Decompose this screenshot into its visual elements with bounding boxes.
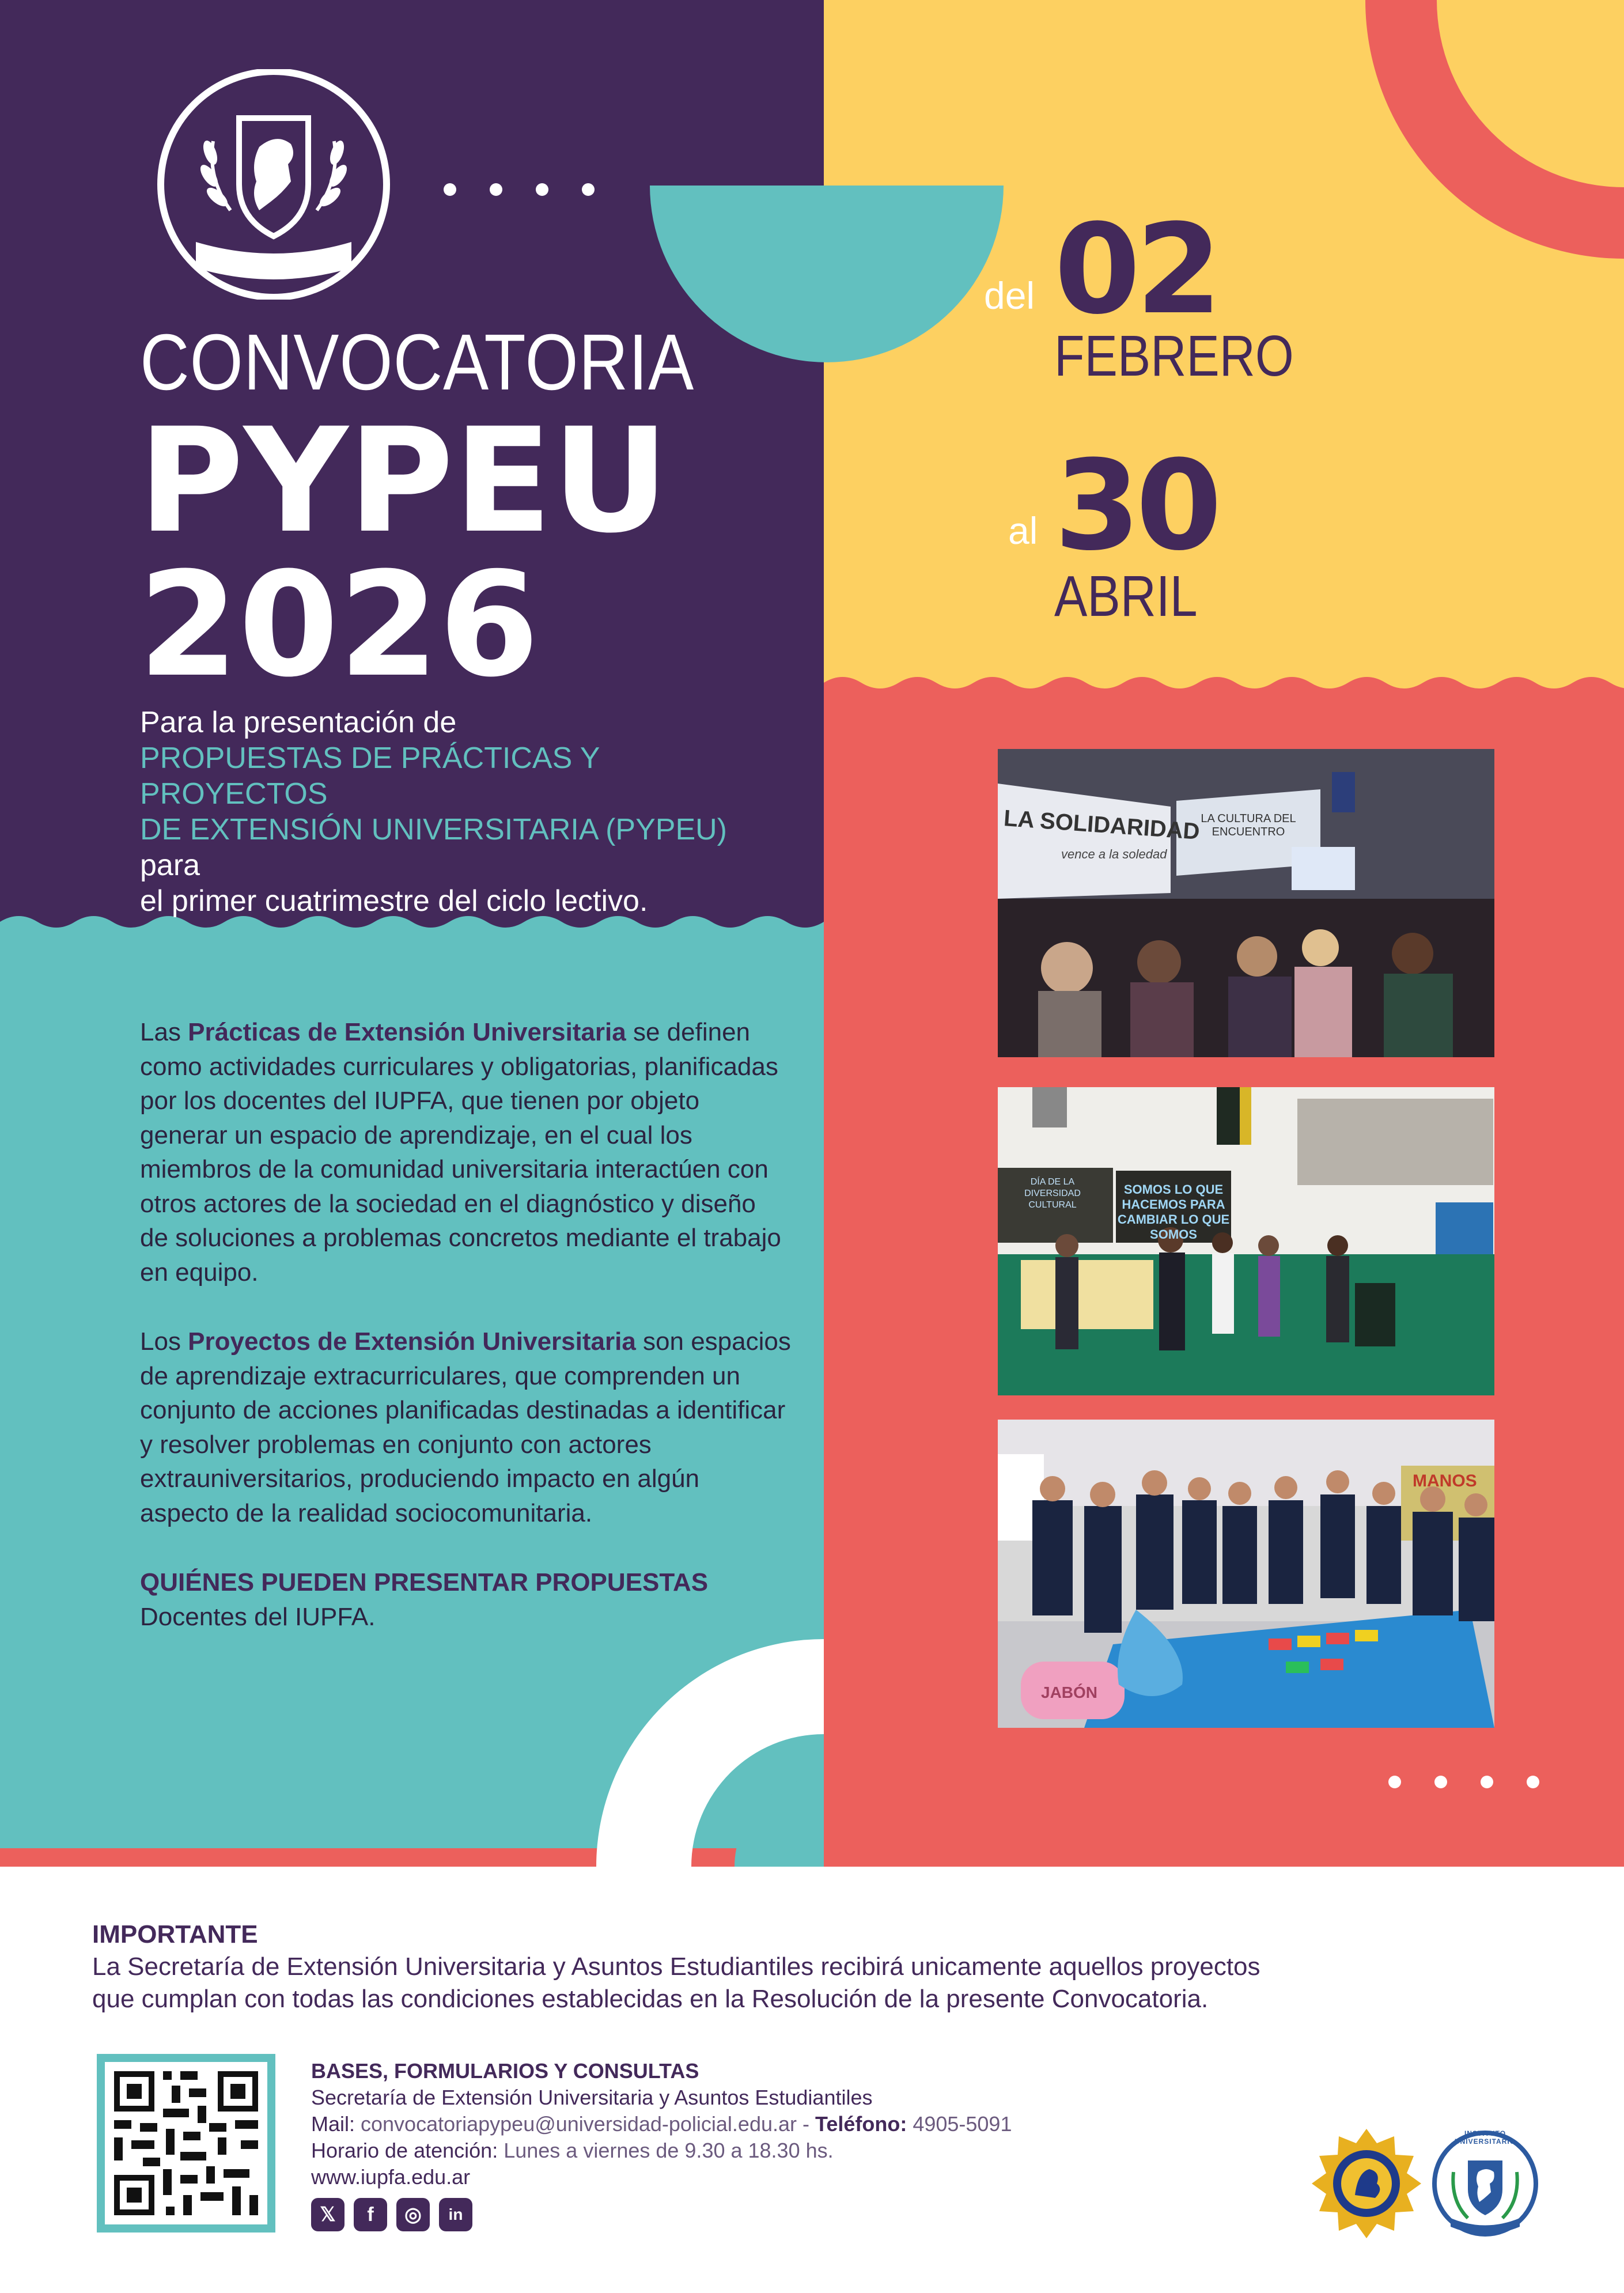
intro-text	[140, 705, 785, 919]
teal-half-circle	[650, 186, 1004, 362]
teal-quarter	[735, 1777, 824, 1867]
photo1-banner-subtext: vence a la soledad	[1061, 847, 1167, 861]
qr-code[interactable]	[97, 2054, 275, 2233]
institute-seal-text: INSTITUTO UNIVERSITARIO	[1454, 2129, 1516, 2146]
linkedin-icon[interactable]: in	[439, 2198, 472, 2231]
yellow-circle-corner	[1509, 0, 1624, 115]
photo1-banner-text: LA SOLIDARIDAD	[1002, 805, 1201, 845]
photo2-board-text: SOMOS LO QUE HACEMOS PARA CAMBIAR LO QUE SOMOS	[1117, 1182, 1230, 1242]
facebook-icon[interactable]: f	[354, 2198, 387, 2231]
date-from-prefix: del	[984, 274, 1035, 317]
photo3-sign-text: JABÓN	[1041, 1683, 1098, 1701]
instagram-icon[interactable]: ◎	[396, 2198, 430, 2231]
decorative-dots-top	[444, 183, 605, 200]
contact-website[interactable]: www.iupfa.edu.ar	[311, 2165, 471, 2189]
date-to-prefix: al	[1008, 509, 1038, 552]
date-to-day: 30	[1054, 433, 1218, 578]
important-section	[92, 1919, 1590, 2015]
important-text: La Secretaría de Extensión Universitaria y Asuntos Estudiantiles recibirá unicamente aquellos proyectos que cumplan con todas las condiciones establecidas en la Resolución de la presente Convocatoria.	[92, 1953, 1260, 2013]
contact-mail-phone: Mail: convocatoriapypeu@universidad-policial.edu.ar - Teléfono: 4905-5091	[311, 2112, 1012, 2136]
date-from-month: FEBRERO	[1054, 324, 1294, 388]
photo-event-audience	[998, 749, 1494, 1057]
date-from-day: 02	[1054, 197, 1218, 342]
photo-group-students	[998, 1420, 1494, 1728]
wave-yellow-coral	[824, 677, 1624, 714]
intro-highlight1: PROPUESTAS DE PRÁCTICAS Y PROYECTOS	[140, 741, 600, 811]
title-pypeu: PYPEU	[138, 397, 669, 565]
intro-after-highlight: para	[140, 849, 200, 882]
contact-mail[interactable]: convocatoriapypeu@universidad-policial.edu.ar -	[355, 2112, 815, 2136]
photo2-board2-text: DÍA DE LA DIVERSIDAD CULTURAL	[1024, 1177, 1081, 1210]
who-title: QUIÉNES PUEDEN PRESENTAR PROPUESTAS	[140, 1568, 709, 1596]
proyectos-bold: Proyectos de Extensión Universitaria	[188, 1327, 636, 1356]
paragraph-practicas: Las Prácticas de Extensión Universitaria se definen como actividades curriculares y obligatorias, planificadas por los docentes del IUPFA, que tienen por objeto generar un espacio de aprendizaje, en el cual los miembros de la comunidad universitaria interactúen con otros actores de la sociedad en el diagnóstico y diseño de soluciones a problemas concretos mediante el trabajo en equipo.	[140, 1018, 781, 1286]
contact-phone: 4905-5091	[907, 2112, 1012, 2136]
decorative-dots-bottom	[1388, 1776, 1550, 1793]
contact-section	[311, 2058, 1290, 2190]
photo-classroom-presentation	[998, 1087, 1494, 1395]
intro-line1: Para la presentación de	[140, 706, 457, 739]
contact-secretaria: Secretaría de Extensión Universitaria y Asuntos Estudiantiles	[311, 2086, 873, 2109]
iupfa-logo	[153, 69, 395, 300]
photo3-banner-text: MANOS	[1413, 1471, 1477, 1490]
title-year: 2026	[138, 541, 539, 709]
intro-line4: el primer cuatrimestre del ciclo lectivo.	[140, 884, 648, 918]
x-icon[interactable]: 𝕏	[311, 2198, 345, 2231]
paragraph-proyectos: Los Proyectos de Extensión Universitaria son espacios de aprendizaje extracurriculares, que comprenden un conjunto de acciones planificadas destinadas a identificar y resolver problemas en conjunto con actores extrauniversitarios, produciendo impacto en algún aspecto de la realidad sociocomunitaria.	[140, 1327, 791, 1527]
photo1-banner2-text: LA CULTURA DEL ENCUENTRO	[1201, 812, 1296, 838]
contact-hours: Horario de atención: Lunes a viernes de 9.30 a 18.30 hs.	[311, 2139, 834, 2162]
title-convocatoria: CONVOCATORIA	[140, 318, 695, 407]
who-text: Docentes del IUPFA.	[140, 1602, 376, 1631]
date-to-month: ABRIL	[1054, 564, 1198, 629]
practicas-bold: Prácticas de Extensión Universitaria	[188, 1018, 626, 1046]
body-text	[140, 1015, 791, 1634]
important-title: IMPORTANTE	[92, 1920, 258, 1948]
contact-title: BASES, FORMULARIOS Y CONSULTAS	[311, 2059, 699, 2083]
wave-purple-teal	[0, 916, 824, 956]
police-badge-icon	[1309, 2126, 1424, 2241]
intro-highlight2: DE EXTENSIÓN UNIVERSITARIA (PYPEU)	[140, 813, 728, 846]
